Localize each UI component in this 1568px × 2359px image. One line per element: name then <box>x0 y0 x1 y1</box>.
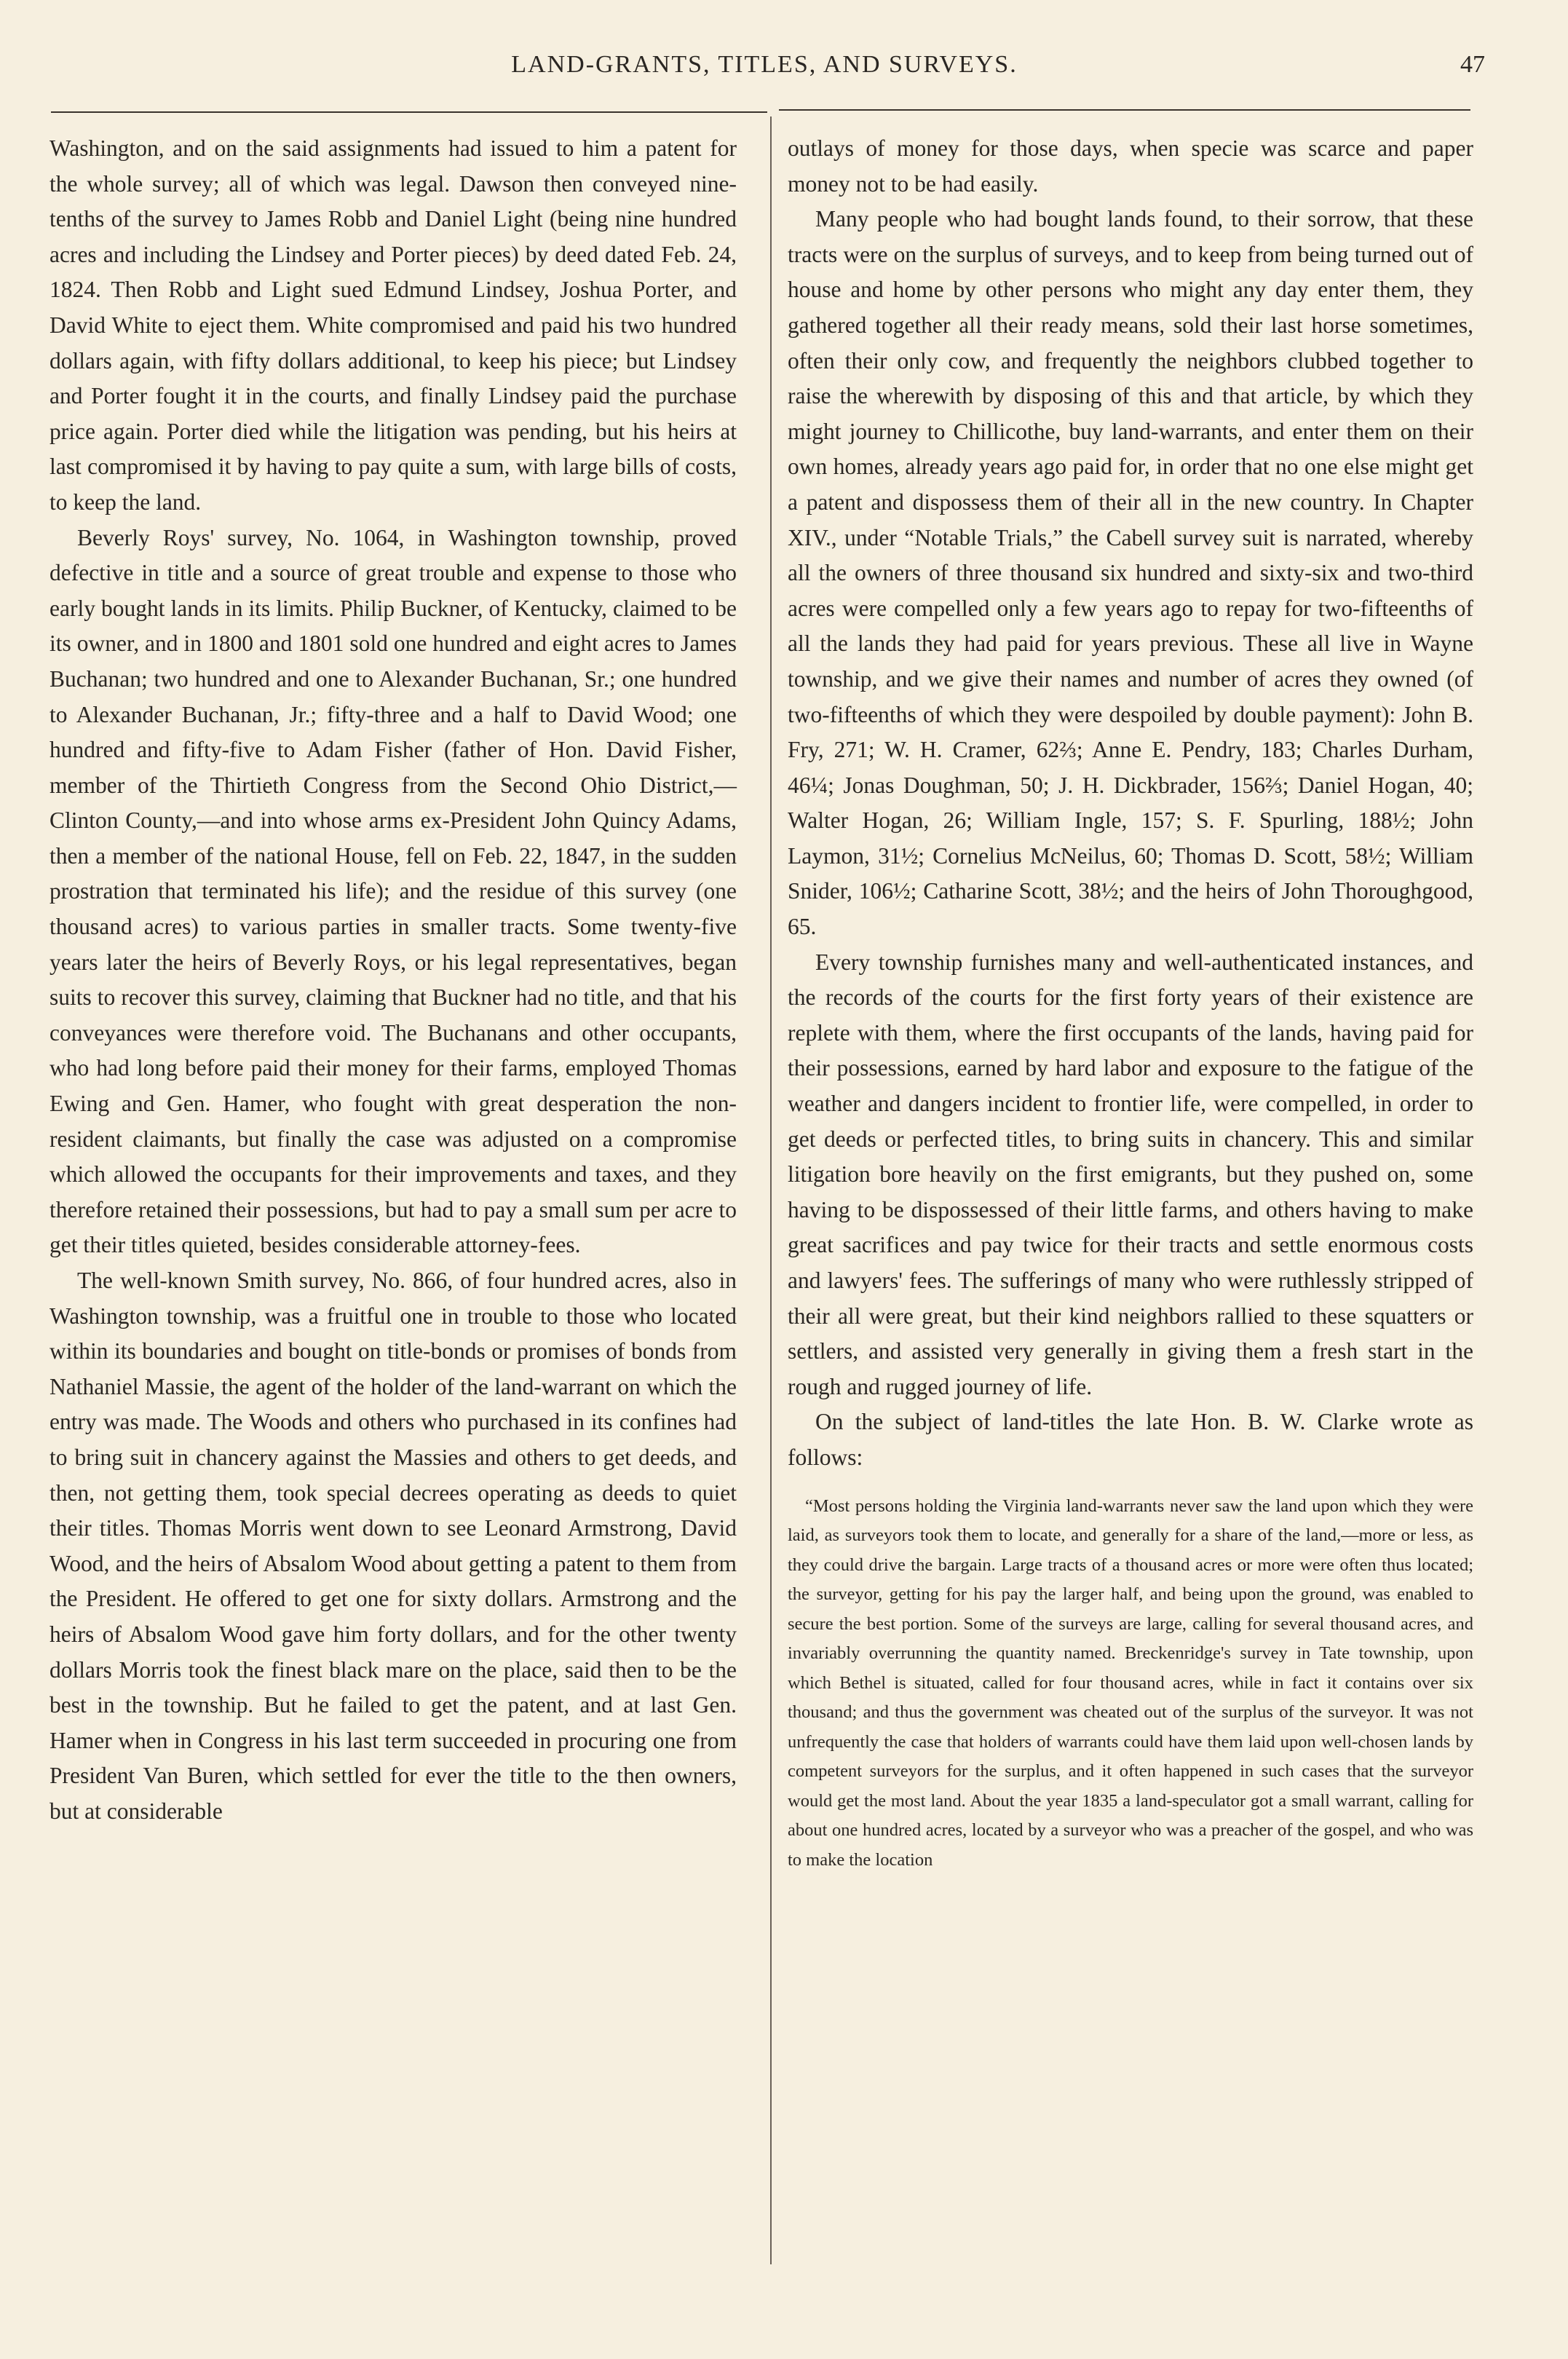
page-number: 47 <box>1460 51 1485 78</box>
running-title: LAND-GRANTS, TITLES, AND SURVEYS. <box>511 51 1018 78</box>
paragraph: Beverly Roys' survey, No. 1064, in Washington township, proved defective in title and a source of great trouble and expense to those who early bought lands in its limits. Philip Buckner, of Kentucky, claimed to be its owner, and in 1800 and 1801 sold one hundred and eight acres to James Buchanan; two hundred and one to Alexander Buchanan, Sr.; one hundred to Alexander Buchanan, Jr.; fifty-three and a half to David Wood; one hundred and fifty-five to Adam Fisher (father of Hon. David Fisher, member of the Thirtieth Congress from the Second Ohio District,—Clinton County,—and into whose arms ex-President John Quincy Adams, then a member of the national House, fell on Feb. 22, 1847, in the sudden prostration that terminated his life); and the residue of this survey (one thousand acres) to various parties in smaller tracts. Some twenty-five years later the heirs of Beverly Roys, or his legal representatives, began suits to recover this survey, claiming that Buckner had no title, and that his conveyances were therefore void. The Buchanans and other occupants, who had long before paid their money for their farms, employed Thomas Ewing and Gen. Hamer, who fought with great desperation the non-resident claimants, but finally the case was adjusted on a compromise which allowed the occupants for their improvements and taxes, and they therefore retained their possessions, but had to pay a small sum per acre to get their titles quieted, besides considerable attorney-fees. <box>50 524 737 1258</box>
paragraph: On the subject of land-titles the late Hon. B. W. Clarke wrote as follows: <box>788 1409 1473 1470</box>
running-head <box>44 45 1485 89</box>
paragraph: Washington, and on the said assignments had issued to him a patent for the whole survey; all of which was legal. Dawson then conveyed nine-tenths of the survey to James Robb and Daniel Light (being nine hundred acres and including the Lindsey and Porter pieces) by deed dated Feb. 24, 1824. Then Robb and Light sued Edmund Lindsey, Joshua Porter, and David White to eject them. White compromised and paid his two hundred dollars again, with fifty dollars additional, to keep his piece; but Lindsey and Porter fought it in the courts, and finally Lindsey paid the purchase price again. Porter died while the litigation was pending, but his heirs at last compromised it by having to pay quite a sum, with large bills of costs, to keep the land. <box>50 135 737 515</box>
column-divider <box>770 116 772 2264</box>
paragraph: The well-known Smith survey, No. 866, of four hundred acres, also in Washington township, was a fruitful one in trouble to those who located within its boundaries and bought on title-bonds or promises of bonds from Nathaniel Massie, the agent of the holder of the land-warrant on which the entry was made. The Woods and others who purchased in its confines had to bring suit in chancery against the Massies and others to get deeds, and then, not getting them, took special decrees operating as deeds to quiet their titles. Thomas Morris went down to see Leonard Armstrong, David Wood, and the heirs of Absalom Wood about getting a patent to them from the President. He offered to get one for sixty dollars. Armstrong and the heirs of Absalom Wood gave him forty dollars, and for the other twenty dollars Morris took the finest black mare on the place, said then to be the best in the township. But he failed to get the patent, and at last Gen. Hamer when in Congress in his last term succeeded in procuring one from President Van Buren, which settled for ever the title to the then owners, but at considerable <box>50 1268 737 1824</box>
paragraph: Every township furnishes many and well-authenticated instances, and the records of the courts for the first forty years of their existence are replete with them, where the first occupants of the lands, having paid for their possessions, earned by hard labor and exposure to the fatigue of the weather and dangers incident to frontier life, were compelled, in order to get deeds or perfected titles, to bring suits in chancery. This and similar litigation bore heavily on the first emigrants, but they pushed on, some having to be dispossessed of their little farms, and others having to make great sacrifices and pay twice for their tracts and settle enormous costs and lawyers' fees. The sufferings of many who were ruthlessly stripped of their all were great, but their kind neighbors rallied to these squatters or settlers, and assisted very generally in giving them a fresh start in the rough and rugged journey of life. <box>788 949 1473 1399</box>
block-quote: “Most persons holding the Virginia land-warrants never saw the land upon which they were laid, as surveyors took them to locate, and generally for a share of the land,—more or less, as they could drive the bargain. Large tracts of a thousand acres or more were often thus located; the surveyor, getting for his pay the larger half, and being upon the ground, was enabled to secure the best portion. Some of the surveys are large, calling for several thousand acres, and invariably overrunning the quantity named. Breckenridge's survey in Tate township, upon which Bethel is situated, called for four thousand acres, while in fact it contains over six thousand; and thus the government was cheated out of the surplus of the surveyor. It was not unfrequently the case that holders of warrants could have them laid upon well-chosen lands by competent surveyors for the surplus, and it often happened in such cases that the surveyor would get the most land. About the year 1835 a land-speculator got a small warrant, calling for about one hundred acres, located by a surveyor who was a preacher of the gospel, and who was to make the location <box>788 1495 1473 1870</box>
header-rule-left <box>51 111 767 113</box>
header-rule-right <box>779 109 1470 111</box>
paragraph: outlays of money for those days, when specie was scarce and paper money not to be had easily. <box>788 135 1473 197</box>
left-column <box>50 131 737 1830</box>
paragraph: Many people who had bought lands found, to their sorrow, that these tracts were on the surplus of surveys, and to keep from being turned out of house and home by other persons who might any day enter them, they gathered together all their ready means, sold their last horse sometimes, often their only cow, and frequently the neighbors clubbed together to raise the wherewith by disposing of this and that article, by which they might journey to Chillicothe, buy land-warrants, and enter them on their own homes, already years ago paid for, in order that no one else might get a patent and dispossess them of their all in the new country. In Chapter XIV., under “Notable Trials,” the Cabell survey suit is narrated, whereby all the owners of three thousand six hundred and sixty-six and two-third acres were compelled only a few years ago to repay for two-fifteenths of all the lands they had paid for years previous. These all live in Wayne township, and we give their names and number of acres they owned (of two-fifteenths of which they were despoiled by double payment): John B. Fry, 271; W. H. Cramer, 62⅔; Anne E. Pendry, 183; Charles Durham, 46¼; Jonas Doughman, 50; J. H. Dickbrader, 156⅔; Daniel Hogan, 40; Walter Hogan, 26; William Ingle, 157; S. F. Spurling, 188½; John Laymon, 31½; Cornelius McNeilus, 60; Thomas D. Scott, 58½; William Snider, 106½; Catharine Scott, 38½; and the heirs of John Thoroughgood, 65. <box>788 206 1473 940</box>
right-column <box>788 131 1473 1875</box>
